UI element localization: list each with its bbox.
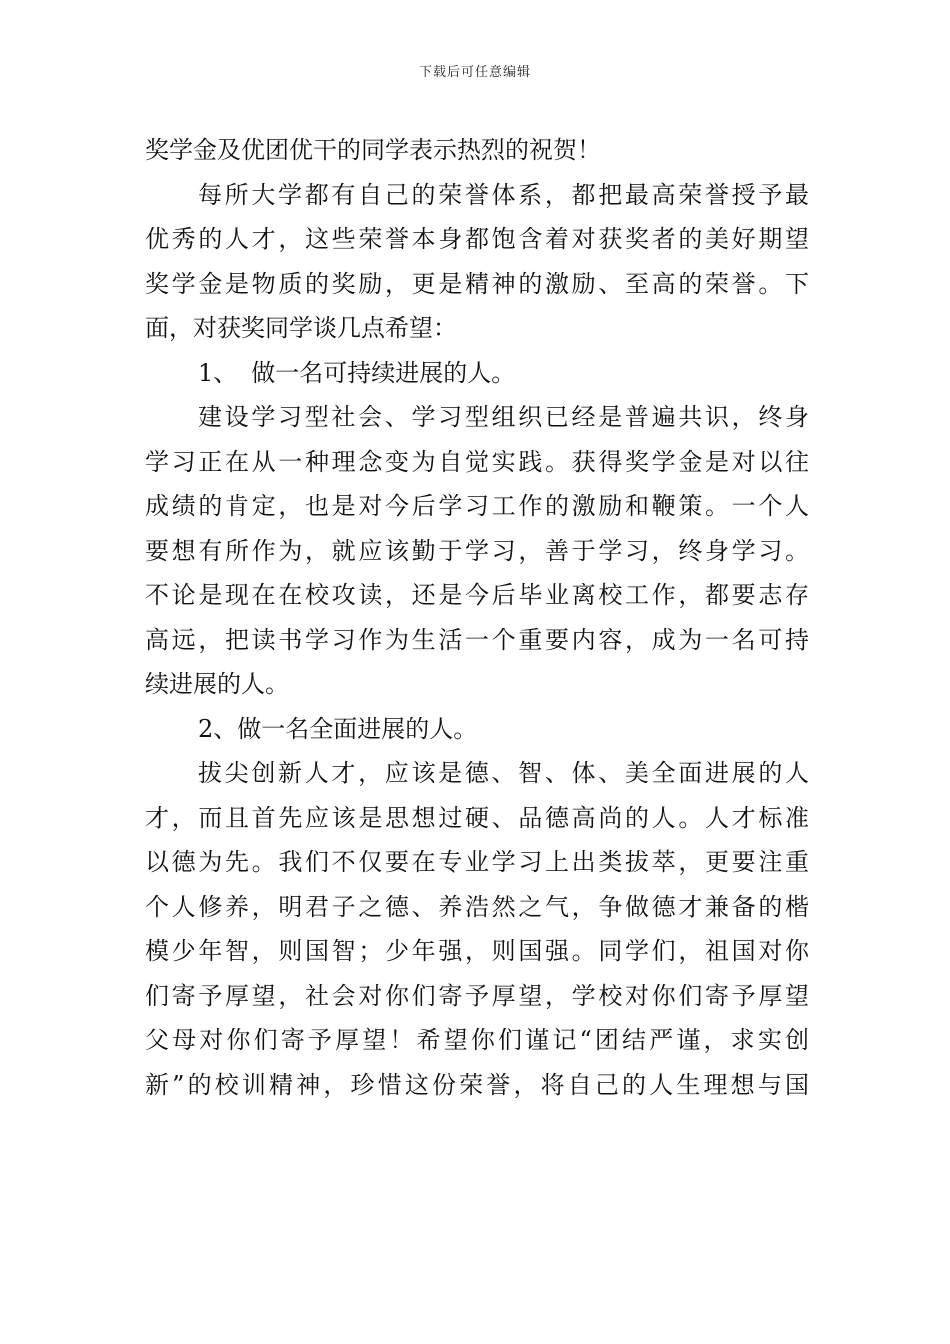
text-line-22: 新”的校训精神，珍惜这份荣誉，将自己的人生理想与国 xyxy=(145,1070,809,1099)
text-line-5: 面，对获奖同学谈几点希望： xyxy=(145,314,457,342)
text-line-13: 续进展的人。 xyxy=(145,670,289,698)
list-item-heading-2: 2、做一名全面进展的人。 xyxy=(198,714,478,743)
text-line-20: 们寄予厚望，社会对你们寄予厚望，学校对你们寄予厚望 xyxy=(145,981,809,1010)
text-line-18: 个人修养，明君子之德、养浩然之气，争做德才兼备的楷 xyxy=(145,892,809,921)
text-line-17: 以德为先。我们不仅要在专业学习上出类拔萃，更要注重 xyxy=(145,848,809,876)
document-body xyxy=(145,128,809,1107)
text-line-9: 成绩的肯定，也是对今后学习工作的激励和鞭策。一个人 xyxy=(145,492,809,520)
text-line-8: 学习正在从一种理念变为自觉实践。获得奖学金是对以往 xyxy=(145,447,809,476)
list-item-heading-1 xyxy=(145,351,809,396)
text-line-7: 建设学习型社会、学习型组织已经是普遍共识，终身 xyxy=(198,403,809,431)
text-line-21: 父母对你们寄予厚望！希望你们谨记“团结严谨，求实创 xyxy=(145,1026,809,1054)
text-line-16: 才，而且首先应该是思想过硬、品德高尚的人。人才标准 xyxy=(145,803,809,832)
page-header: 下载后可任意编辑 xyxy=(418,65,531,80)
list-heading-text-1: 做一名可持续进展的人。 xyxy=(251,358,516,387)
text-line-19: 模少年智，则国智；少年强，则国强。同学们，祖国对你 xyxy=(145,937,809,965)
text-line-15: 拔尖创新人才，应该是德、智、体、美全面进展的人 xyxy=(198,759,809,787)
text-line-3: 优秀的人才，这些荣誉本身都饱含着对获奖者的美好期望 xyxy=(145,225,809,253)
text-line-4: 奖学金是物质的奖励，更是精神的激励、至高的荣誉。下 xyxy=(145,269,809,298)
text-line-2: 每所大学都有自己的荣誉体系，都把最高荣誉授予最 xyxy=(198,180,809,209)
text-line-10: 要想有所作为，就应该勤于学习，善于学习，终身学习。 xyxy=(145,536,809,565)
text-line-11: 不论是现在在校攻读，还是今后毕业离校工作，都要志存 xyxy=(145,581,809,609)
text-line-12: 高远，把读书学习作为生活一个重要内容，成为一名可持 xyxy=(145,625,809,654)
list-number-1: 1、 xyxy=(198,358,238,387)
text-line-1: 奖学金及优团优干的同学表示热烈的祝贺！ xyxy=(145,136,601,164)
